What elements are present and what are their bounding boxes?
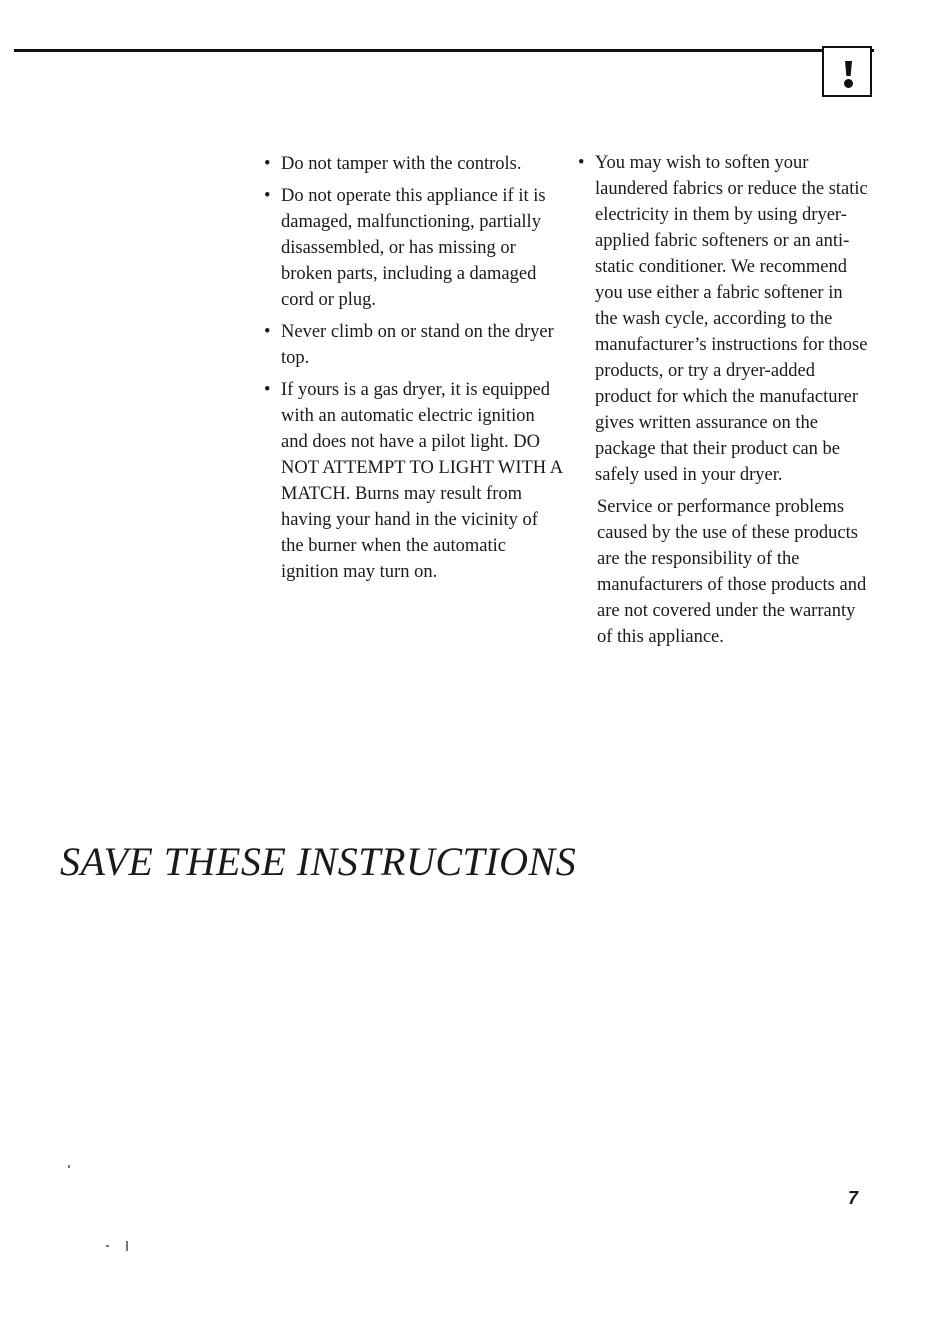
page-title: SAVE THESE INSTRUCTIONS bbox=[60, 839, 577, 884]
header-rule bbox=[14, 49, 874, 52]
exclamation-dot bbox=[844, 79, 853, 88]
list-item: • Do not tamper with the controls. bbox=[264, 151, 564, 177]
warranty-paragraph: Service or performance problems caused by the use of these products are the responsibility of the manufacturers of those products and are not covered under the warranty of this appliance. bbox=[597, 497, 867, 647]
list-item: • You may wish to soften your laundered fabrics or reduce the static electricity in them by using dryer-applied fabric softeners or an anti-static conditioner. We recommend you use either a fabric softener in the wash cycle, according to the manufacturer’s instructions for those products, or try a dryer-added product for which the manufacturer gives written assurance on the package that their product can be safely used in your dryer. bbox=[578, 150, 868, 488]
list-item: • Never climb on or stand on the dryer top. bbox=[264, 319, 564, 371]
exclamation-icon bbox=[822, 46, 872, 97]
list-item: • If yours is a gas dryer, it is equipped with an automatic electric ignition and does not have a pilot light. DO NOT ATTEMPT TO LIGHT WITH A MATCH. Burns may result from having your hand in the vicinity of the burner when the automatic ignition may turn on. bbox=[264, 377, 564, 585]
scan-speck bbox=[106, 1245, 109, 1247]
scan-speck bbox=[126, 1241, 128, 1251]
page-number: 7 bbox=[848, 1188, 859, 1208]
exclamation-bar bbox=[845, 61, 852, 76]
list-item: • Do not operate this appliance if it is damaged, malfunctioning, partially disassembled, or has missing or broken parts, including a damaged cord or plug. bbox=[264, 183, 564, 313]
safety-list-right bbox=[578, 150, 868, 650]
safety-list-left bbox=[264, 151, 564, 591]
scan-speck bbox=[68, 1165, 70, 1168]
